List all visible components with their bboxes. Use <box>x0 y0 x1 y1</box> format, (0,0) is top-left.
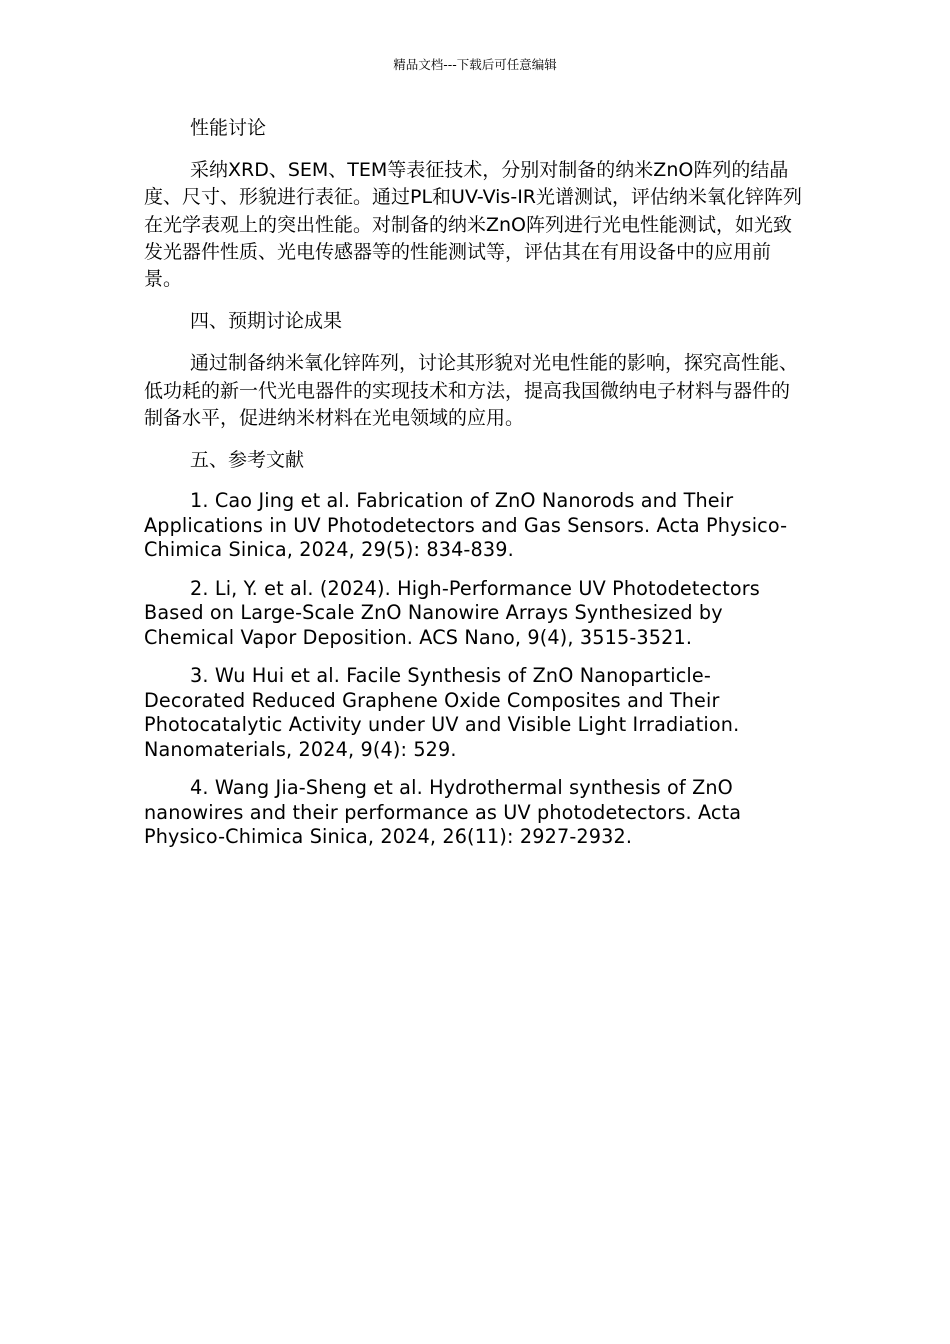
section-paragraph-performance: 采纳XRD、SEM、TEM等表征技术，分别对制备的纳米ZnO阵列的结晶度、尺寸、形貌进行表征。通过PL和UV-Vis-IR光谱测试，评估纳米氧化锌阵列在光学表观上的突出性能。对制备的纳米ZnO阵列进行光电性能测试，如光致发光器件性质、光电传感器等的性能测试等，评估其在有用设备中的应用前景。 <box>144 159 802 291</box>
page-header: 精品文档---下载后可任意编辑 <box>393 57 557 72</box>
section-heading-expected-results: 四、预期讨论成果 <box>190 310 343 333</box>
references-heading: 五、参考文献 <box>190 449 305 472</box>
reference-list <box>144 489 804 850</box>
document-body <box>144 115 804 864</box>
reference-item: 4. Wang Jia-Sheng et al. Hydrothermal synthesis of ZnO nanowires and their performance as UV photodetectors. Acta Physico-Chimica Sinica, 2024, 26(11): 2927-2932. <box>144 776 742 849</box>
reference-item: 2. Li, Y. et al. (2024). High-Performance UV Photodetectors Based on Large-Scale ZnO Nanowire Arrays Synthesized by Chemical Vapor Deposition. ACS Nano, 9(4), 3515-3521. <box>144 576 760 649</box>
section-heading-performance: 性能讨论 <box>190 117 267 139</box>
reference-item: 3. Wu Hui et al. Facile Synthesis of ZnO Nanoparticle-Decorated Reduced Graphene Oxide Composites and Their Photocatalytic Activity under UV and Visible Light Irradiation. Nanomaterials, 2024, 9(4): 529. <box>144 664 740 761</box>
reference-item: 1. Cao Jing et al. Fabrication of ZnO Nanorods and Their Applications in UV Photodetectors and Gas Sensors. Acta Physico-Chimica Sinica, 2024, 29(5): 834-839. <box>144 489 788 562</box>
section-paragraph-expected-results: 通过制备纳米氧化锌阵列，讨论其形貌对光电性能的影响，探究高性能、低功耗的新一代光电器件的实现技术和方法，提高我国微纳电子材料与器件的制备水平，促进纳米材料在光电领域的应用。 <box>144 352 799 430</box>
